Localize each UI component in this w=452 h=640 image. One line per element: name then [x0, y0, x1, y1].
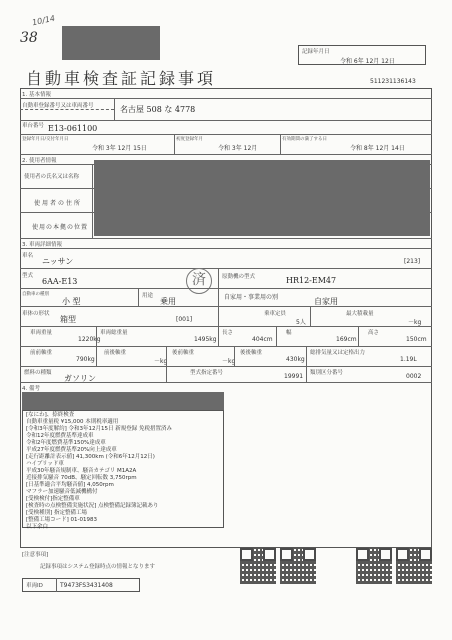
- displacement-value: 1.19L: [400, 356, 417, 363]
- shape-label: 車体の形状: [22, 311, 50, 317]
- remarks-line: [走行距離計表示値] 41,300km (令和6年12月12日): [26, 454, 155, 460]
- max-load-label: 最大積載量: [346, 311, 374, 317]
- qr-code: [356, 548, 392, 584]
- capacity-label: 乗車定員: [264, 311, 287, 317]
- maker-label: 車名: [22, 253, 34, 259]
- section-basic-heading: 1. 基本情報: [22, 92, 51, 98]
- remarks-line: マフラー加速騒音低減機構付: [26, 489, 98, 495]
- remarks-line: [検査時の点検整備実施状況] 点検整備記録簿記載あり: [26, 503, 159, 509]
- type-no-value: 19991: [284, 373, 304, 380]
- model-label: 型式: [22, 273, 34, 279]
- first-reg-label: 登録年月日/交付年月日: [22, 137, 69, 142]
- redaction-remarks: [22, 392, 224, 410]
- first-year-label: 初度登録年月: [176, 137, 203, 142]
- expiry-label: 有効期間の満了する日: [282, 137, 327, 142]
- engine-label: 原動機の型式: [222, 274, 256, 280]
- kind-value: 小 型: [62, 297, 81, 306]
- capacity-value: 5人: [296, 319, 306, 326]
- reg-value: 名古屋 508 な 4778: [120, 105, 196, 114]
- gross-value: 1495kg: [194, 336, 217, 343]
- use-value: 乗用: [160, 297, 176, 306]
- chassis-value: E13-061100: [48, 124, 98, 133]
- weight-label: 車両重量: [30, 330, 53, 336]
- handwritten-date: 10/14: [31, 13, 56, 28]
- maker-code: [213]: [404, 258, 421, 265]
- shape-code: [001]: [176, 316, 193, 323]
- rf-label: 後前軸重: [172, 350, 195, 356]
- width-value: 169cm: [336, 336, 357, 343]
- ff-label: 前前軸重: [30, 350, 53, 356]
- vehicle-id-label: 車両ID: [26, 583, 43, 589]
- section-vehicle-heading: 3. 車両詳細情報: [22, 242, 62, 248]
- user-base-label: 使用の本拠の位置: [32, 224, 89, 231]
- type-no-label: 型式指定番号: [190, 370, 224, 376]
- qr-code: [240, 548, 276, 584]
- remarks-line: 令和12年度燃費基準達成車: [26, 433, 94, 439]
- class-no-value: 0002: [406, 373, 422, 380]
- remarks-line: [なにわ]、捺終検査: [26, 412, 75, 418]
- engine-value: HR12-EM47: [286, 276, 337, 285]
- chassis-label: 車台番号: [22, 123, 45, 129]
- length-value: 404cm: [252, 336, 273, 343]
- height-label: 高さ: [368, 330, 380, 336]
- handwritten-number: 38: [20, 30, 38, 46]
- fuel-label: 燃料の種類: [24, 370, 52, 376]
- class-no-label: 類別区分番号: [310, 370, 344, 376]
- purpose-label: 自家用・事業用の別: [224, 294, 279, 301]
- user-address-label: 使用者の住所: [34, 200, 83, 207]
- gross-label: 車両総重量: [100, 330, 128, 336]
- model-value: 6AA-E13: [42, 277, 78, 286]
- remarks-line: 平成27年度燃費基準20%向上達成車: [26, 447, 117, 453]
- vehicle-id-value: T9473FS3431408: [60, 582, 113, 589]
- remarks-line: 平成30年騒音規制車、騒音カテゴリ M1A2A: [26, 468, 137, 474]
- notes-text: 記録事項はシステム登録時点の情報となります: [40, 564, 155, 570]
- height-value: 150cm: [406, 336, 427, 343]
- fr-value: －kg: [154, 358, 168, 365]
- width-label: 幅: [286, 330, 292, 336]
- notes-heading: [注意事項]: [22, 552, 49, 558]
- remarks-line: [日基準適合平均騒音値] 4,050rpm: [26, 482, 114, 488]
- qr-code: [396, 548, 432, 584]
- first-reg-value: 令和 3年 12月 15日: [92, 145, 147, 152]
- redaction-user: [94, 160, 430, 236]
- rf-value: －kg: [222, 358, 236, 365]
- remarks-line: [整備工場コード] 01-01983: [26, 517, 98, 523]
- registration-date-label: 記録年月日: [302, 49, 330, 55]
- remarks-line: 近接排気騒音 70dB、騒定回転数 3,750rpm: [26, 475, 137, 481]
- registration-date-value: 令和 6年 12月 12日: [340, 58, 395, 65]
- purpose-value: 自家用: [314, 297, 338, 306]
- remarks-line: [受検種別] 指定整備工場: [26, 510, 88, 516]
- qr-code: [280, 548, 316, 584]
- weight-value: 1220kg: [78, 336, 101, 343]
- doc-number: 511231136143: [370, 78, 416, 85]
- rr-label: 後後軸重: [240, 350, 263, 356]
- redaction-header: [62, 26, 160, 60]
- remarks-line: [受検検付]指定整備車: [26, 496, 80, 502]
- first-year-value: 令和 3年 12月: [218, 145, 258, 152]
- reg-label: 自動車登録番号又は車両番号: [22, 103, 94, 109]
- section-user-heading: 2. 使用者情報: [22, 158, 57, 164]
- remarks-line: 自動車重量税 ¥15,000 本則税率適用: [26, 419, 119, 425]
- remarks-list: [26, 412, 172, 531]
- remarks-line: 以下余白: [26, 524, 49, 530]
- kind-label: 自動車の種別: [22, 292, 49, 297]
- remarks-line: 令和2年度燃費基準150%達成車: [26, 440, 106, 446]
- inspection-stamp: 済: [186, 268, 212, 294]
- section-remarks-heading: 4. 備考: [22, 386, 40, 392]
- ff-value: 790kg: [76, 356, 95, 363]
- shape-value: 箱型: [60, 315, 76, 324]
- fuel-value: ガソリン: [64, 374, 96, 383]
- page-title: 自動車検査証記録事項: [26, 69, 217, 88]
- displacement-label: 総排気量又は定格出力: [310, 350, 366, 356]
- remarks-line: ハイブリッド車: [26, 461, 64, 467]
- use-label: 用途: [142, 293, 154, 299]
- user-name-label: 使用者の氏名又は名称: [24, 174, 80, 180]
- expiry-value: 令和 8年 12月 14日: [350, 145, 405, 152]
- length-label: 長さ: [222, 330, 234, 336]
- max-load-value: －kg: [408, 319, 422, 326]
- rr-value: 430kg: [286, 356, 305, 363]
- maker-value: ニッサン: [42, 257, 74, 266]
- fr-label: 前後軸重: [104, 350, 127, 356]
- remarks-line: [令和3年度解約] 令和3年12月15日 新規登録 免税措置済み: [26, 426, 173, 432]
